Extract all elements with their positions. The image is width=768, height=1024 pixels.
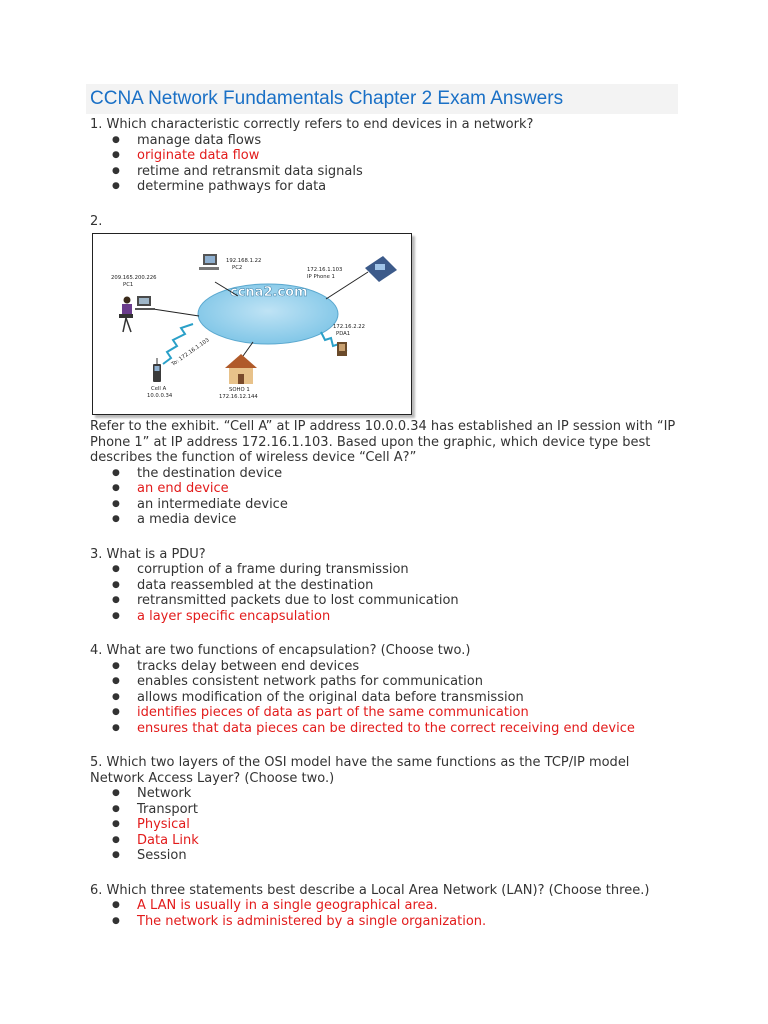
bullet-icon: ● [112,915,120,926]
bullet-icon: ● [112,819,120,829]
pda-icon [337,342,347,356]
bullet-icon: ● [112,483,120,493]
question-text: 1. Which characteristic correctly refers to end devices in a network? [90,117,534,132]
question-text: 6. Which three statements best describe a Local Area Network (LAN)? (Choose three.) [90,882,650,898]
bullet-icon: ● [112,150,120,160]
soho-house-icon [225,354,257,384]
question-2 [90,214,678,528]
svg-text:PC2: PC2 [232,265,243,271]
option-correct: ● a layer specific encapsulation [112,608,331,624]
svg-text:Cell A: Cell A [151,386,167,392]
page-title: CCNA Network Fundamentals Chapter 2 Exam Answers [90,88,564,109]
bullet-icon: ● [112,707,120,717]
question-5 [90,755,678,864]
svg-text:172.16.1.103: 172.16.1.103 [307,267,343,273]
bullet-icon: ● [112,134,120,145]
option: ● Network [112,786,192,801]
bullet-icon: ● [112,660,120,671]
title-bar [86,84,678,114]
svg-text:192.168.1.22: 192.168.1.22 [226,258,262,264]
option-correct: ● identifies pieces of data as part of the same communication [112,705,529,720]
bullet-icon: ● [112,579,120,590]
options-list [90,898,678,929]
options-list [90,659,678,737]
option-correct: ● Data Link [112,832,199,848]
svg-text:SOHO 1: SOHO 1 [229,387,250,393]
question-6 [90,883,678,930]
bullet-icon: ● [112,788,120,798]
option: ● the destination device [112,465,283,481]
svg-text:PDA1: PDA1 [336,331,351,337]
question-text: Refer to the exhibit. “Cell A” at IP address 10.0.0.34 has established an IP session with “IP Phone 1” at IP address 172.16.1.103. Based upon the graphic, which device type best describes the function of wireless device “Cell A?” [90,419,676,465]
question-number: 2. [90,213,103,229]
option-correct: ● Physical [112,817,190,832]
question-1 [90,117,678,195]
option: ● determine pathways for data [112,179,327,194]
bullet-icon: ● [112,595,120,605]
bullet-icon: ● [112,834,120,845]
bullet-icon: ● [112,514,120,524]
option: ● an intermediate device [112,496,288,512]
option: ● corruption of a frame during transmission [112,562,409,577]
option-correct: ● The network is administered by a single organization. [112,913,487,929]
ip-phone-icon [365,256,397,282]
option: ● Transport [112,801,199,817]
bullet-icon: ● [112,722,120,733]
bullet-icon: ● [112,610,120,621]
pc1-user-icon [119,296,155,332]
bullet-icon: ● [112,181,120,191]
bullet-icon: ● [112,803,120,814]
bullet-icon: ● [112,467,120,478]
bullet-icon: ● [112,564,120,574]
bullet-icon: ● [112,691,120,702]
bullet-icon: ● [112,900,120,910]
svg-text:172.16.12.144: 172.16.12.144 [219,394,258,400]
document-page [90,84,678,929]
svg-text:172.16.2.22: 172.16.2.22 [333,324,366,330]
option: ● tracks delay between end devices [112,658,360,674]
question-4 [90,643,678,736]
bullet-icon: ● [112,165,120,176]
watermark: ccna2.com [230,285,308,300]
option: ● retransmitted packets due to lost communication [112,593,459,608]
question-text: 3. What is a PDU? [90,546,206,562]
question-text: 5. Which two layers of the OSI model have the same functions as the TCP/IP model Network Access Layer? (Choose two.) [90,755,630,786]
svg-text:10.0.0.34: 10.0.0.34 [147,393,173,399]
svg-text:209.165.200.226: 209.165.200.226 [111,275,157,281]
pc2-computer-icon [199,254,219,270]
options-list [90,786,678,864]
option-correct: ● ensures that data pieces can be directed to the correct receiving end device [112,720,635,736]
question-3 [90,547,678,625]
option: ● data reassembled at the destination [112,577,374,593]
cell-phone-icon [153,358,161,382]
svg-text:PC1: PC1 [123,282,134,288]
option-correct: ● A LAN is usually in a single geographical area. [112,898,438,913]
option: ● manage data flows [112,132,262,148]
option-correct: ● originate data flow [112,148,260,163]
option: ● a media device [112,512,237,527]
network-exhibit [92,233,412,415]
bullet-icon: ● [112,676,120,686]
options-list [90,562,678,624]
bullet-icon: ● [112,850,120,860]
option-correct: ● an end device [112,481,229,496]
option: ● allows modification of the original data before transmission [112,689,524,705]
options-list [90,133,678,195]
network-diagram [93,234,411,414]
wireless-link-label: To: 172.16.1.103 [170,337,211,368]
option: ● enables consistent network paths for communication [112,674,483,689]
svg-text:IP Phone 1: IP Phone 1 [307,274,335,280]
option: ● retime and retransmit data signals [112,163,363,179]
bullet-icon: ● [112,498,120,509]
option: ● Session [112,848,187,863]
question-text: 4. What are two functions of encapsulation? (Choose two.) [90,643,471,658]
options-list [90,466,678,528]
